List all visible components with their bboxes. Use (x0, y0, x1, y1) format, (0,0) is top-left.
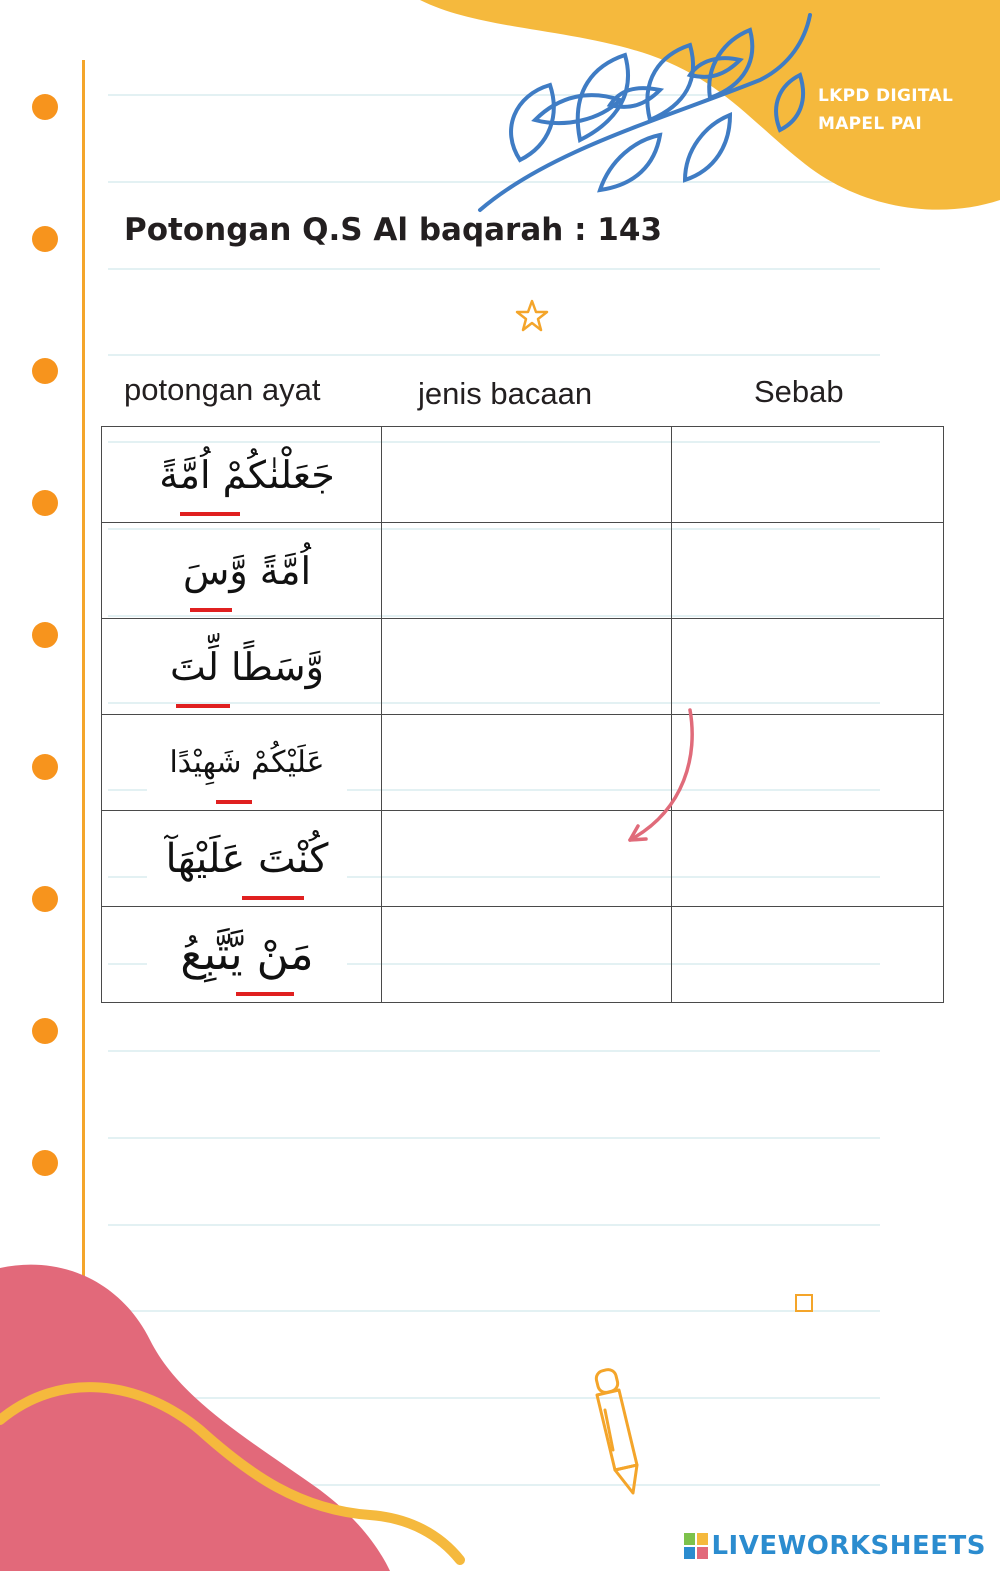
page-title: Potongan Q.S Al baqarah : 143 (124, 212, 663, 248)
pencil-icon (585, 1365, 655, 1500)
ayat-text: وَّسَطًا لِّتَ (147, 637, 347, 697)
binder-dot (32, 226, 58, 252)
table-row (102, 715, 944, 811)
table-row (102, 619, 944, 715)
table-row (102, 811, 944, 907)
sebab-cell[interactable] (672, 715, 944, 811)
ayat-cell (102, 811, 382, 907)
liveworksheets-logo (684, 1531, 986, 1561)
tajwid-underline (216, 800, 252, 804)
ruled-line (108, 1224, 880, 1226)
tajwid-underline (242, 896, 304, 900)
jenis-bacaan-cell[interactable] (382, 427, 672, 523)
ayat-cell (102, 715, 382, 811)
sebab-input[interactable] (682, 437, 933, 512)
sebab-input[interactable] (682, 917, 933, 992)
jenis-bacaan-cell[interactable] (382, 523, 672, 619)
sebab-input[interactable] (682, 821, 933, 896)
binder-dot (32, 94, 58, 120)
leaf-branch-icon (460, 10, 820, 225)
table-row (102, 523, 944, 619)
binder-dot (32, 1018, 58, 1044)
curved-arrow-icon (620, 705, 710, 855)
binder-dot (32, 622, 58, 648)
ayat-text: مَنْ يَّتَّبِعُ (147, 925, 347, 985)
ruled-line (108, 354, 880, 356)
sebab-cell[interactable] (672, 811, 944, 907)
ayat-text: اُمَّةً وَّسَ (147, 541, 347, 601)
sebab-cell[interactable] (672, 427, 944, 523)
jenis-bacaan-input[interactable] (392, 917, 661, 992)
sebab-cell[interactable] (672, 619, 944, 715)
tajwid-underline (180, 512, 240, 516)
sebab-cell[interactable] (672, 907, 944, 1003)
sebab-input[interactable] (682, 725, 933, 800)
table-row (102, 427, 944, 523)
ruled-line (108, 1050, 880, 1052)
corner-label-line2: MAPEL PAI (818, 114, 922, 134)
square-icon (795, 1294, 813, 1312)
ayat-cell (102, 907, 382, 1003)
table-row (102, 907, 944, 1003)
tajwid-underline (236, 992, 294, 996)
jenis-bacaan-cell[interactable] (382, 619, 672, 715)
decorative-blob (0, 1260, 480, 1571)
margin-line (82, 60, 85, 1300)
ayat-text: جَعَلْنٰكُمْ اُمَّةً (147, 445, 347, 505)
binder-dot (32, 886, 58, 912)
worksheet-table (101, 426, 944, 1003)
corner-label (818, 82, 953, 138)
liveworksheets-logo-icon (684, 1533, 708, 1559)
jenis-bacaan-input[interactable] (392, 629, 661, 704)
jenis-bacaan-input[interactable] (392, 437, 661, 512)
corner-label-line1: LKPD DIGITAL (818, 86, 954, 106)
ayat-text: عَلَيْكُمْ شَهِيْدًا (147, 733, 347, 793)
tajwid-underline (190, 608, 232, 612)
sebab-cell[interactable] (672, 523, 944, 619)
binder-dot (32, 1150, 58, 1176)
star-icon (514, 298, 550, 334)
jenis-bacaan-input[interactable] (392, 533, 661, 608)
column-header-potongan-ayat: potongan ayat (124, 372, 321, 407)
binder-dot (32, 358, 58, 384)
sebab-input[interactable] (682, 533, 933, 608)
ruled-line (108, 1137, 880, 1139)
ayat-text: كُنْتَ عَلَيْهَآ (147, 829, 347, 889)
binder-dot (32, 754, 58, 780)
sebab-input[interactable] (682, 629, 933, 704)
ruled-line (108, 268, 880, 270)
column-header-jenis-bacaan: jenis bacaan (418, 376, 593, 411)
ayat-cell (102, 523, 382, 619)
ayat-cell (102, 619, 382, 715)
column-header-sebab: Sebab (754, 374, 844, 409)
ayat-cell (102, 427, 382, 523)
brand-text: LIVEWORKSHEETS (711, 1531, 986, 1561)
binder-dot (32, 490, 58, 516)
jenis-bacaan-cell[interactable] (382, 907, 672, 1003)
tajwid-underline (176, 704, 230, 708)
